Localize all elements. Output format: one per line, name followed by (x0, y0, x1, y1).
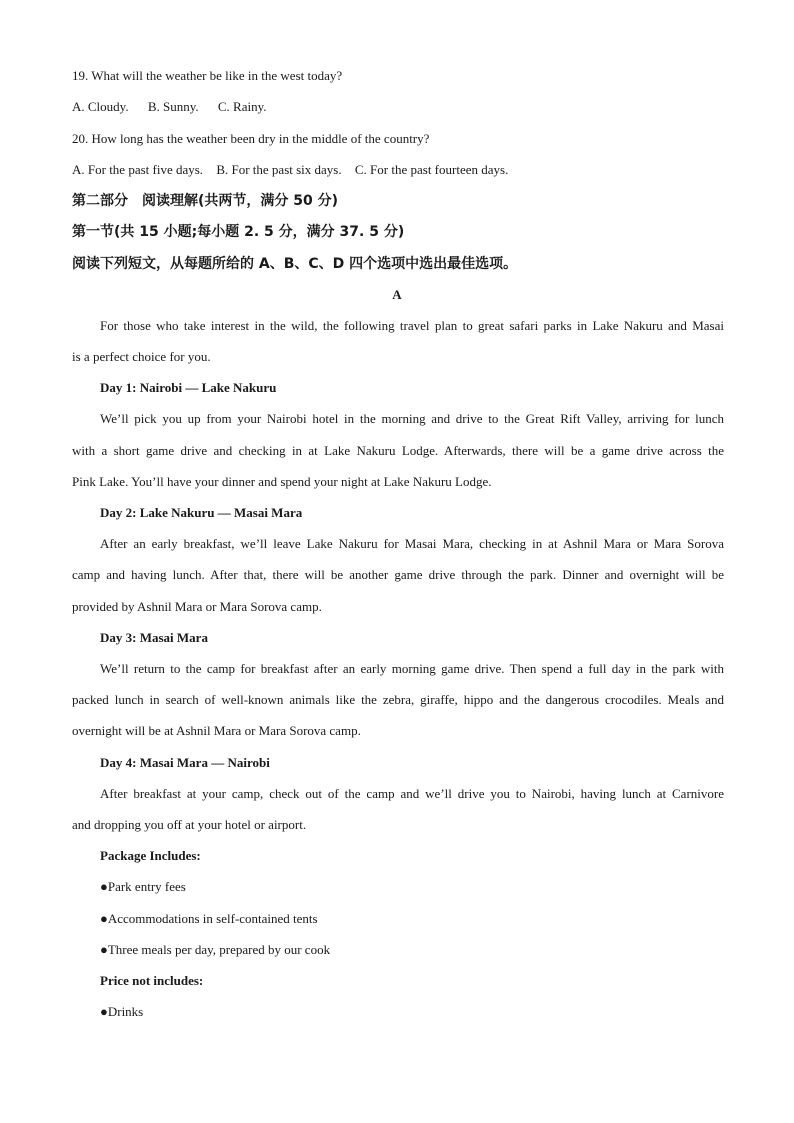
price-not-includes-heading: Price not includes: (100, 973, 204, 988)
day-4-heading: Day 4: Masai Mara — Nairobi (100, 755, 270, 770)
list-item: ●Park entry fees (100, 879, 186, 894)
day-2-heading: Day 2: Lake Nakuru — Masai Mara (100, 505, 303, 520)
question-19-options (72, 99, 724, 115)
day-1-heading: Day 1: Nairobi — Lake Nakuru (100, 380, 277, 395)
passage-label: A (392, 287, 402, 302)
day-2-line: After an early breakfast, we’ll leave Lake Nakuru for Masai Mara, checking in at Ashnil Mara or Mara Sorova (100, 536, 724, 551)
intro-line: For those who take interest in the wild, the following travel plan to great safari parks in Lake Nakuru and Masai (100, 318, 724, 333)
package-includes-heading: Package Includes: (100, 848, 201, 863)
day-1-line: We’ll pick you up from your Nairobi hotel in the morning and drive to the Great Rift Valley, arriving for lunch (100, 411, 724, 426)
day-3-line: We’ll return to the camp for breakfast after an early morning game drive. Then spend a full day in the park with (100, 661, 724, 676)
day-2-line: provided by Ashnil Mara or Mara Sorova camp. (72, 599, 322, 614)
day-3-line: overnight will be at Ashnil Mara or Mara Sorova camp. (72, 723, 361, 738)
option-b: B. For the past six days. (216, 162, 342, 177)
list-item: ●Accommodations in self-contained tents (100, 911, 318, 926)
day-4-line: After breakfast at your camp, check out of the camp and we’ll drive you to Nairobi, having lunch at Carnivore (100, 786, 724, 801)
question-20-stem: 20. How long has the weather been dry in the middle of the country? (72, 131, 430, 146)
list-item: ●Drinks (100, 1004, 144, 1019)
question-20-options (72, 162, 724, 178)
section-subtitle: 第一节(共 15 小题;每小题 2. 5 分，满分 37. 5 分) (72, 224, 405, 240)
option-a: A. Cloudy. (72, 99, 129, 114)
option-c: C. For the past fourteen days. (354, 162, 509, 177)
day-2-line: camp and having lunch. After that, there will be another game drive through the park. Dinner and overnight will be (72, 567, 724, 582)
day-1-line: with a short game drive and checking in at Lake Nakuru Lodge. Afterwards, there will be a game drive across the (72, 443, 724, 458)
option-a: A. For the past five days. (72, 162, 204, 177)
day-3-heading: Day 3: Masai Mara (100, 630, 208, 645)
question-19-stem: 19. What will the weather be like in the west today? (72, 68, 343, 83)
section-instruction: 阅读下列短文，从每题所给的 A、B、C、D 四个选项中选出最佳选项。 (72, 256, 518, 272)
intro-line: is a perfect choice for you. (72, 349, 211, 364)
part-title: 第二部分 阅读理解(共两节，满分 50 分) (72, 193, 339, 209)
day-1-line: Pink Lake. You’ll have your dinner and spend your night at Lake Nakuru Lodge. (72, 474, 492, 489)
option-b: B. Sunny. (147, 99, 199, 114)
list-item: ●Three meals per day, prepared by our cook (100, 942, 331, 957)
day-3-line: packed lunch in search of well-known animals like the zebra, giraffe, hippo and the dangerous crocodiles. Meals and (72, 692, 724, 707)
day-4-line: and dropping you off at your hotel or airport. (72, 817, 307, 832)
option-c: C. Rainy. (217, 99, 267, 114)
